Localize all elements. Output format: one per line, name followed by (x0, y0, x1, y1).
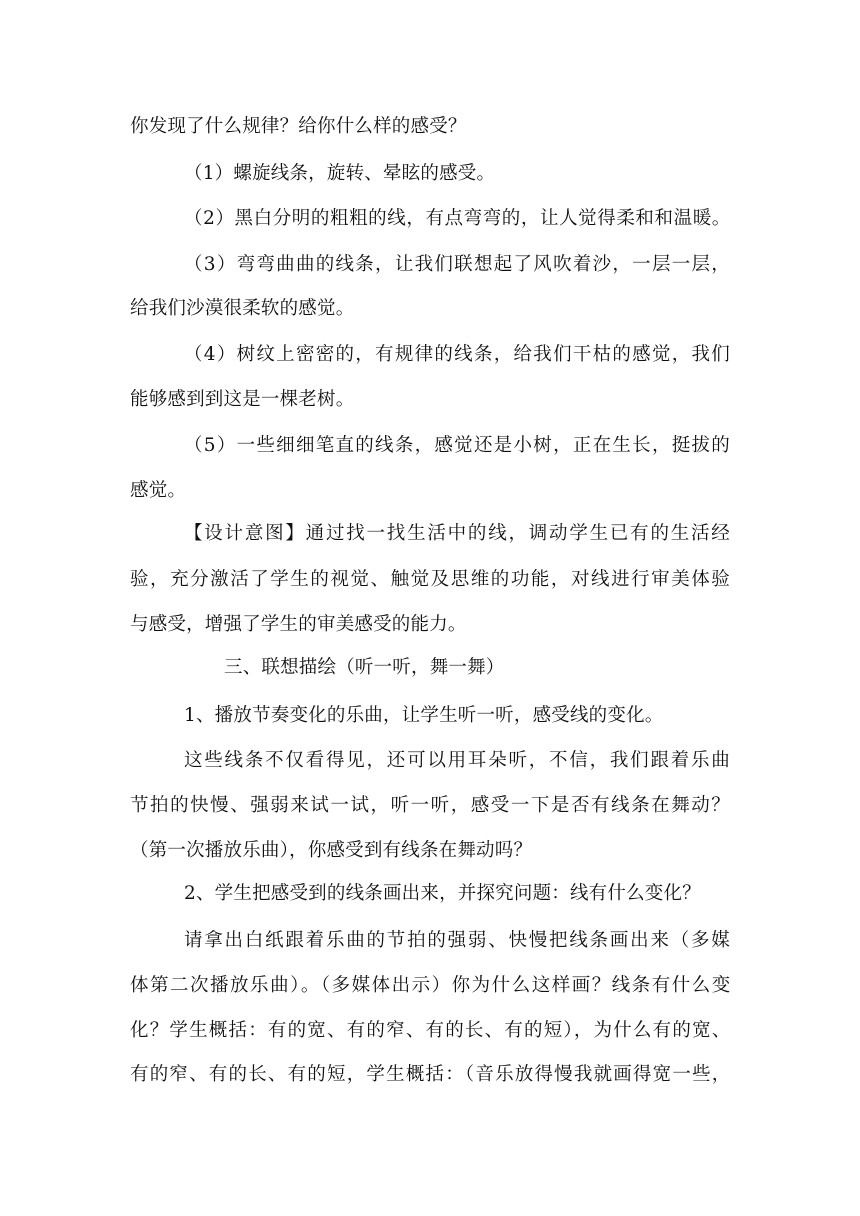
text-line-22: 有的窄、有的长、有的短，学生概括：（音乐放得慢我就画得宽一些， (130, 1064, 730, 1085)
text-line-3: （2）黑白分明的粗粗的线，有点弯弯的，让人觉得柔和和温暖。 (184, 208, 730, 229)
text-line-11: 验，充分激活了学生的视觉、触觉及思维的功能，对线进行审美体验 (130, 569, 730, 590)
text-line-4: （3）弯弯曲曲的线条，让我们联想起了风吹着沙，一层一层， (184, 254, 730, 275)
text-line-20: 体第二次播放乐曲）。（多媒体出示）你为什么这样画？线条有什么变 (130, 975, 730, 996)
text-line-19: 请拿出白纸跟着乐曲的节拍的强弱、快慢把线条画出来（多媒 (184, 930, 730, 951)
text-line-12: 与感受，增强了学生的审美感受的能力。 (130, 614, 467, 635)
text-line-5: 给我们沙漠很柔软的感觉。 (130, 298, 355, 319)
text-line-10: 【设计意图】通过找一找生活中的线，调动学生已有的生活经 (184, 523, 730, 544)
text-line-9: 感觉。 (130, 480, 187, 501)
text-line-18: 2、学生把感受到的线条画出来，并探究问题：线有什么变化？ (184, 883, 701, 904)
section-heading: 三、联想描绘（听一听，舞一舞） (224, 657, 505, 678)
text-line-8: （5）一些细细笔直的线条，感觉还是小树，正在生长，挺拔的 (184, 435, 730, 456)
text-line-17: （第一次播放乐曲），你感受到有线条在舞动吗？ (130, 840, 533, 861)
text-line-1: 你发现了什么规律？给你什么样的感受？ (130, 116, 467, 137)
text-line-16: 节拍的快慢、强弱来试一试，听一听，感受一下是否有线条在舞动？ (130, 795, 730, 816)
text-line-14: 1、播放节奏变化的乐曲，让学生听一听，感受线的变化。 (184, 705, 664, 726)
text-line-7: 能够感到到这是一棵老树。 (130, 389, 355, 410)
text-line-21: 化？学生概括：有的宽、有的窄、有的长、有的短），为什么有的宽、 (130, 1020, 730, 1041)
text-line-2: （1）螺旋线条，旋转、晕眩的感受。 (184, 163, 496, 184)
text-line-6: （4）树纹上密密的，有规律的线条，给我们干枯的感觉，我们 (184, 344, 730, 365)
text-line-15: 这些线条不仅看得见，还可以用耳朵听，不信，我们跟着乐曲 (184, 750, 730, 771)
